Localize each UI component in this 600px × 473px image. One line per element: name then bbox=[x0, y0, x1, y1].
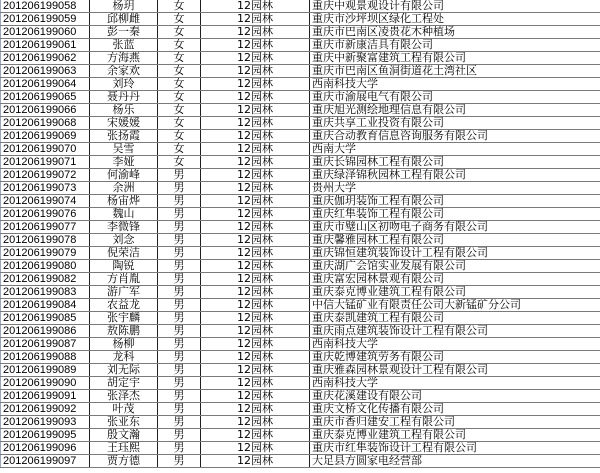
table-row bbox=[1, 442, 600, 455]
student-id-cell[interactable]: 201206199083 bbox=[1, 286, 90, 299]
gender-cell[interactable]: 女 bbox=[158, 13, 201, 26]
student-id-cell[interactable]: 201206199066 bbox=[1, 104, 90, 117]
internship-unit-cell[interactable]: 重庆旭光测绘地理信息有限公司 bbox=[310, 104, 600, 117]
student-name-cell[interactable]: 方海燕 bbox=[90, 52, 158, 65]
gender-cell[interactable]: 女 bbox=[158, 39, 201, 52]
student-id-cell[interactable]: 201206199071 bbox=[1, 156, 90, 169]
table-row bbox=[1, 78, 600, 91]
student-name-cell[interactable]: 方肖胤 bbox=[90, 273, 158, 286]
gender-cell[interactable]: 女 bbox=[158, 91, 201, 104]
class-cell[interactable]: 12园林 bbox=[201, 338, 310, 351]
gender-cell[interactable]: 女 bbox=[158, 78, 201, 91]
table-row bbox=[1, 416, 600, 429]
student-name-cell[interactable]: 杨乐 bbox=[90, 104, 158, 117]
student-name-cell[interactable]: 李娅 bbox=[90, 156, 158, 169]
class-cell[interactable]: 12园林 bbox=[201, 234, 310, 247]
internship-unit-cell[interactable]: 西南科技大学 bbox=[310, 338, 600, 351]
internship-unit-cell[interactable]: 重庆泰凯建筑工程有限公司 bbox=[310, 312, 600, 325]
gender-cell[interactable]: 男 bbox=[158, 338, 201, 351]
class-cell[interactable]: 12园林 bbox=[201, 13, 310, 26]
gender-cell[interactable]: 男 bbox=[158, 377, 201, 390]
internship-unit-cell[interactable]: 中信大锰矿业有限责任公司大新锰矿分公司 bbox=[310, 299, 600, 312]
table-row bbox=[1, 156, 600, 169]
internship-unit-cell[interactable]: 重庆伽玥装饰工程有限公司 bbox=[310, 195, 600, 208]
internship-unit-cell[interactable]: 重庆市巴南区凌贵花木种植场 bbox=[310, 26, 600, 39]
student-name-cell[interactable]: 敖陈鹏 bbox=[90, 325, 158, 338]
student-id-cell[interactable]: 201206199058 bbox=[1, 0, 90, 13]
gender-cell[interactable]: 男 bbox=[158, 247, 201, 260]
student-id-cell[interactable]: 201206199091 bbox=[1, 390, 90, 403]
student-name-cell[interactable]: 张蓝 bbox=[90, 39, 158, 52]
internship-unit-cell[interactable]: 重庆雅森园林景观设计工程有限公司 bbox=[310, 364, 600, 377]
class-cell[interactable]: 12园林 bbox=[201, 143, 310, 156]
internship-unit-cell[interactable]: 重庆锦恒建筑装饰设计工程有限公司 bbox=[310, 247, 600, 260]
gender-cell[interactable]: 女 bbox=[158, 65, 201, 78]
gender-cell[interactable]: 男 bbox=[158, 455, 201, 468]
internship-unit-cell[interactable]: 重庆雨点建筑装饰设计工程有限公司 bbox=[310, 325, 600, 338]
internship-unit-cell[interactable]: 重庆市新康洁具有限公司 bbox=[310, 39, 600, 52]
class-cell[interactable]: 12园林 bbox=[201, 195, 310, 208]
student-id-cell[interactable]: 201206199087 bbox=[1, 338, 90, 351]
internship-unit-cell[interactable]: 重庆乾博建筑劳务有限公司 bbox=[310, 351, 600, 364]
class-cell[interactable]: 12园林 bbox=[201, 455, 310, 468]
internship-unit-cell[interactable]: 重庆湖广会馆实业发展有限公司 bbox=[310, 260, 600, 273]
gender-cell[interactable]: 男 bbox=[158, 208, 201, 221]
student-name-cell[interactable]: 张泽杰 bbox=[90, 390, 158, 403]
class-cell[interactable]: 12园林 bbox=[201, 169, 310, 182]
gender-cell[interactable]: 男 bbox=[158, 286, 201, 299]
gender-cell[interactable]: 女 bbox=[158, 0, 201, 13]
student-name-cell[interactable]: 陶锐 bbox=[90, 260, 158, 273]
student-id-cell[interactable]: 201206199060 bbox=[1, 26, 90, 39]
table-row bbox=[1, 299, 600, 312]
student-id-cell[interactable]: 201206199090 bbox=[1, 377, 90, 390]
internship-unit-cell[interactable]: 重庆合动教育信息咨询服务有限公司 bbox=[310, 130, 600, 143]
table-row bbox=[1, 65, 600, 78]
gender-cell[interactable]: 女 bbox=[158, 143, 201, 156]
student-name-cell[interactable]: 杨柳 bbox=[90, 338, 158, 351]
gender-cell[interactable]: 男 bbox=[158, 364, 201, 377]
class-cell[interactable]: 12园林 bbox=[201, 247, 310, 260]
table-row bbox=[1, 26, 600, 39]
student-name-cell[interactable]: 邱柳雌 bbox=[90, 13, 158, 26]
gender-cell[interactable]: 男 bbox=[158, 312, 201, 325]
student-id-cell[interactable]: 201206199088 bbox=[1, 351, 90, 364]
table-row bbox=[1, 247, 600, 260]
student-id-cell[interactable]: 201206199077 bbox=[1, 221, 90, 234]
table-row bbox=[1, 13, 600, 26]
gender-cell[interactable]: 男 bbox=[158, 429, 201, 442]
class-cell[interactable]: 12园林 bbox=[201, 325, 310, 338]
gender-cell[interactable]: 男 bbox=[158, 299, 201, 312]
table-row bbox=[1, 260, 600, 273]
table-row bbox=[1, 429, 600, 442]
student-id-cell[interactable]: 201206199079 bbox=[1, 247, 90, 260]
table-row bbox=[1, 234, 600, 247]
student-id-cell[interactable]: 201206199080 bbox=[1, 260, 90, 273]
table-row bbox=[1, 195, 600, 208]
student-id-cell[interactable]: 201206199072 bbox=[1, 169, 90, 182]
gender-cell[interactable]: 男 bbox=[158, 390, 201, 403]
class-cell[interactable]: 12园林 bbox=[201, 182, 310, 195]
table-row bbox=[1, 312, 600, 325]
table-row bbox=[1, 403, 600, 416]
internship-unit-cell[interactable]: 重庆市巴南区鱼洞街道花土湾社区 bbox=[310, 65, 600, 78]
student-id-cell[interactable]: 201206199074 bbox=[1, 195, 90, 208]
student-id-cell[interactable]: 201206199073 bbox=[1, 182, 90, 195]
internship-unit-cell[interactable]: 贵州大学 bbox=[310, 182, 600, 195]
student-name-cell[interactable]: 倪荣洁 bbox=[90, 247, 158, 260]
gender-cell[interactable]: 男 bbox=[158, 234, 201, 247]
internship-unit-cell[interactable]: 大足县方圆家电经营部 bbox=[310, 455, 600, 468]
student-name-cell[interactable]: 农益龙 bbox=[90, 299, 158, 312]
student-name-cell[interactable]: 张扬霞 bbox=[90, 130, 158, 143]
student-name-cell[interactable]: 龙科 bbox=[90, 351, 158, 364]
student-name-cell[interactable]: 宋媛媛 bbox=[90, 117, 158, 130]
student-id-cell[interactable]: 201206199078 bbox=[1, 234, 90, 247]
student-id-cell[interactable]: 201206199076 bbox=[1, 208, 90, 221]
class-cell[interactable]: 12园林 bbox=[201, 117, 310, 130]
class-cell[interactable]: 12园林 bbox=[201, 429, 310, 442]
internship-unit-cell[interactable]: 西南科技大学 bbox=[310, 78, 600, 91]
gender-cell[interactable]: 男 bbox=[158, 416, 201, 429]
table-row bbox=[1, 455, 600, 468]
table-row bbox=[1, 182, 600, 195]
table-row bbox=[1, 0, 600, 13]
gender-cell[interactable]: 男 bbox=[158, 182, 201, 195]
gender-cell[interactable]: 男 bbox=[158, 195, 201, 208]
class-cell[interactable]: 12园林 bbox=[201, 208, 310, 221]
internship-unit-cell[interactable]: 重庆中新聚富建筑工程有限公司 bbox=[310, 52, 600, 65]
student-id-cell[interactable]: 201206199084 bbox=[1, 299, 90, 312]
gender-cell[interactable]: 男 bbox=[158, 351, 201, 364]
table-row bbox=[1, 351, 600, 364]
student-name-cell[interactable]: 贾方德 bbox=[90, 455, 158, 468]
internship-unit-cell[interactable]: 西南大学 bbox=[310, 143, 600, 156]
internship-unit-cell[interactable]: 重庆泰克博业建筑工程有限公司 bbox=[310, 286, 600, 299]
student-id-cell[interactable]: 201206199070 bbox=[1, 143, 90, 156]
internship-unit-cell[interactable]: 重庆富宏园林景观有限公司 bbox=[310, 273, 600, 286]
gender-cell[interactable]: 男 bbox=[158, 403, 201, 416]
class-cell[interactable]: 12园林 bbox=[201, 39, 310, 52]
class-cell[interactable]: 12园林 bbox=[201, 78, 310, 91]
gender-cell[interactable]: 男 bbox=[158, 221, 201, 234]
table-row bbox=[1, 390, 600, 403]
class-cell[interactable]: 12园林 bbox=[201, 351, 310, 364]
student-name-cell[interactable]: 张宇麟 bbox=[90, 312, 158, 325]
student-name-cell[interactable]: 彭一秦 bbox=[90, 26, 158, 39]
student-name-cell[interactable]: 刘念 bbox=[90, 234, 158, 247]
class-cell[interactable]: 12园林 bbox=[201, 65, 310, 78]
class-cell[interactable]: 12园林 bbox=[201, 91, 310, 104]
class-cell[interactable]: 12园林 bbox=[201, 260, 310, 273]
gender-cell[interactable]: 男 bbox=[158, 442, 201, 455]
class-cell[interactable]: 12园林 bbox=[201, 0, 310, 13]
student-name-cell[interactable]: 何渝峰 bbox=[90, 169, 158, 182]
student-id-cell[interactable]: 201206199089 bbox=[1, 364, 90, 377]
student-name-cell[interactable]: 殷文瀚 bbox=[90, 429, 158, 442]
class-cell[interactable]: 12园林 bbox=[201, 286, 310, 299]
student-id-cell[interactable]: 201206199096 bbox=[1, 442, 90, 455]
table-row bbox=[1, 338, 600, 351]
internship-unit-cell[interactable]: 重庆红隼装饰工程有限公司 bbox=[310, 208, 600, 221]
internship-unit-cell[interactable]: 重庆泰克博业建筑工程有限公司 bbox=[310, 429, 600, 442]
table-row bbox=[1, 221, 600, 234]
student-name-cell[interactable]: 杨玥 bbox=[90, 0, 158, 13]
student-id-cell[interactable]: 201206199093 bbox=[1, 416, 90, 429]
internship-unit-cell[interactable]: 重庆市香归建安工程有限公司 bbox=[310, 416, 600, 429]
table-row bbox=[1, 377, 600, 390]
student-name-cell[interactable]: 李微锋 bbox=[90, 221, 158, 234]
class-cell[interactable]: 12园林 bbox=[201, 26, 310, 39]
table-row bbox=[1, 117, 600, 130]
table-row bbox=[1, 52, 600, 65]
internship-unit-cell[interactable]: 重庆长锦园林工程有限公司 bbox=[310, 156, 600, 169]
internship-unit-cell[interactable]: 重庆馨雅园林工程有限公司 bbox=[310, 234, 600, 247]
internship-unit-cell[interactable]: 西南科技大学 bbox=[310, 377, 600, 390]
gender-cell[interactable]: 男 bbox=[158, 169, 201, 182]
student-id-cell[interactable]: 201206199069 bbox=[1, 130, 90, 143]
gender-cell[interactable]: 女 bbox=[158, 104, 201, 117]
gender-cell[interactable]: 男 bbox=[158, 260, 201, 273]
table-row bbox=[1, 130, 600, 143]
student-name-cell[interactable]: 杨宙烨 bbox=[90, 195, 158, 208]
internship-unit-cell[interactable]: 重庆市红隼装饰设计工程有限公司 bbox=[310, 442, 600, 455]
internship-unit-cell[interactable]: 重庆花溪建设有限公司 bbox=[310, 390, 600, 403]
student-id-cell[interactable]: 201206199061 bbox=[1, 39, 90, 52]
student-id-cell[interactable]: 201206199059 bbox=[1, 13, 90, 26]
student-name-cell[interactable]: 余家欢 bbox=[90, 65, 158, 78]
student-name-cell[interactable]: 王珏熙 bbox=[90, 442, 158, 455]
class-cell[interactable]: 12园林 bbox=[201, 312, 310, 325]
student-name-cell[interactable]: 吴雪 bbox=[90, 143, 158, 156]
student-id-cell[interactable]: 201206199095 bbox=[1, 429, 90, 442]
internship-unit-cell[interactable]: 重庆市璧山区初吻电子商务有限公司 bbox=[310, 221, 600, 234]
table-row bbox=[1, 286, 600, 299]
internship-unit-cell[interactable]: 重庆文桥文化传播有限公司 bbox=[310, 403, 600, 416]
class-cell[interactable]: 12园林 bbox=[201, 416, 310, 429]
gender-cell[interactable]: 女 bbox=[158, 52, 201, 65]
gender-cell[interactable]: 女 bbox=[158, 156, 201, 169]
gender-cell[interactable]: 女 bbox=[158, 117, 201, 130]
table-row bbox=[1, 91, 600, 104]
gender-cell[interactable]: 女 bbox=[158, 130, 201, 143]
student-id-cell[interactable]: 201206199065 bbox=[1, 91, 90, 104]
student-name-cell[interactable]: 游广军 bbox=[90, 286, 158, 299]
student-id-cell[interactable]: 201206199063 bbox=[1, 65, 90, 78]
internship-unit-cell[interactable]: 重庆市渝展电气有限公司 bbox=[310, 91, 600, 104]
internship-unit-cell[interactable]: 重庆市沙坪坝区绿化工程处 bbox=[310, 13, 600, 26]
class-cell[interactable]: 12园林 bbox=[201, 390, 310, 403]
class-cell[interactable]: 12园林 bbox=[201, 221, 310, 234]
gender-cell[interactable]: 男 bbox=[158, 325, 201, 338]
class-cell[interactable]: 12园林 bbox=[201, 403, 310, 416]
internship-unit-cell[interactable]: 重庆绿泽锦秋园林工程有限公司 bbox=[310, 169, 600, 182]
class-cell[interactable]: 12园林 bbox=[201, 104, 310, 117]
student-id-cell[interactable]: 201206199062 bbox=[1, 52, 90, 65]
table-row bbox=[1, 325, 600, 338]
class-cell[interactable]: 12园林 bbox=[201, 156, 310, 169]
student-name-cell[interactable]: 胡定宇 bbox=[90, 377, 158, 390]
class-cell[interactable]: 12园林 bbox=[201, 273, 310, 286]
internship-unit-cell[interactable]: 重庆中观景观设计有限公司 bbox=[310, 0, 600, 13]
student-name-cell[interactable]: 叶茂 bbox=[90, 403, 158, 416]
student-name-cell[interactable]: 张亚东 bbox=[90, 416, 158, 429]
student-id-cell[interactable]: 201206199082 bbox=[1, 273, 90, 286]
table-row bbox=[1, 143, 600, 156]
student-id-cell[interactable]: 201206199068 bbox=[1, 117, 90, 130]
table-row bbox=[1, 208, 600, 221]
student-id-cell[interactable]: 201206199086 bbox=[1, 325, 90, 338]
class-cell[interactable]: 12园林 bbox=[201, 364, 310, 377]
student-name-cell[interactable]: 刘无际 bbox=[90, 364, 158, 377]
internship-unit-cell[interactable]: 重庆共享工业投资有限公司 bbox=[310, 117, 600, 130]
gender-cell[interactable]: 男 bbox=[158, 273, 201, 286]
student-name-cell[interactable]: 聂丹丹 bbox=[90, 91, 158, 104]
student-id-cell[interactable]: 201206199092 bbox=[1, 403, 90, 416]
table-row bbox=[1, 39, 600, 52]
gender-cell[interactable]: 女 bbox=[158, 26, 201, 39]
student-name-cell[interactable]: 余洲 bbox=[90, 182, 158, 195]
table-row bbox=[1, 104, 600, 117]
class-cell[interactable]: 12园林 bbox=[201, 442, 310, 455]
class-cell[interactable]: 12园林 bbox=[201, 52, 310, 65]
class-cell[interactable]: 12园林 bbox=[201, 377, 310, 390]
class-cell[interactable]: 12园林 bbox=[201, 299, 310, 312]
student-id-cell[interactable]: 201206199097 bbox=[1, 455, 90, 468]
table-row bbox=[1, 169, 600, 182]
table-row bbox=[1, 273, 600, 286]
student-id-cell[interactable]: 201206199085 bbox=[1, 312, 90, 325]
student-name-cell[interactable]: 刘玲 bbox=[90, 78, 158, 91]
class-cell[interactable]: 12园林 bbox=[201, 130, 310, 143]
student-id-cell[interactable]: 201206199064 bbox=[1, 78, 90, 91]
table-row bbox=[1, 364, 600, 377]
student-name-cell[interactable]: 魏山 bbox=[90, 208, 158, 221]
